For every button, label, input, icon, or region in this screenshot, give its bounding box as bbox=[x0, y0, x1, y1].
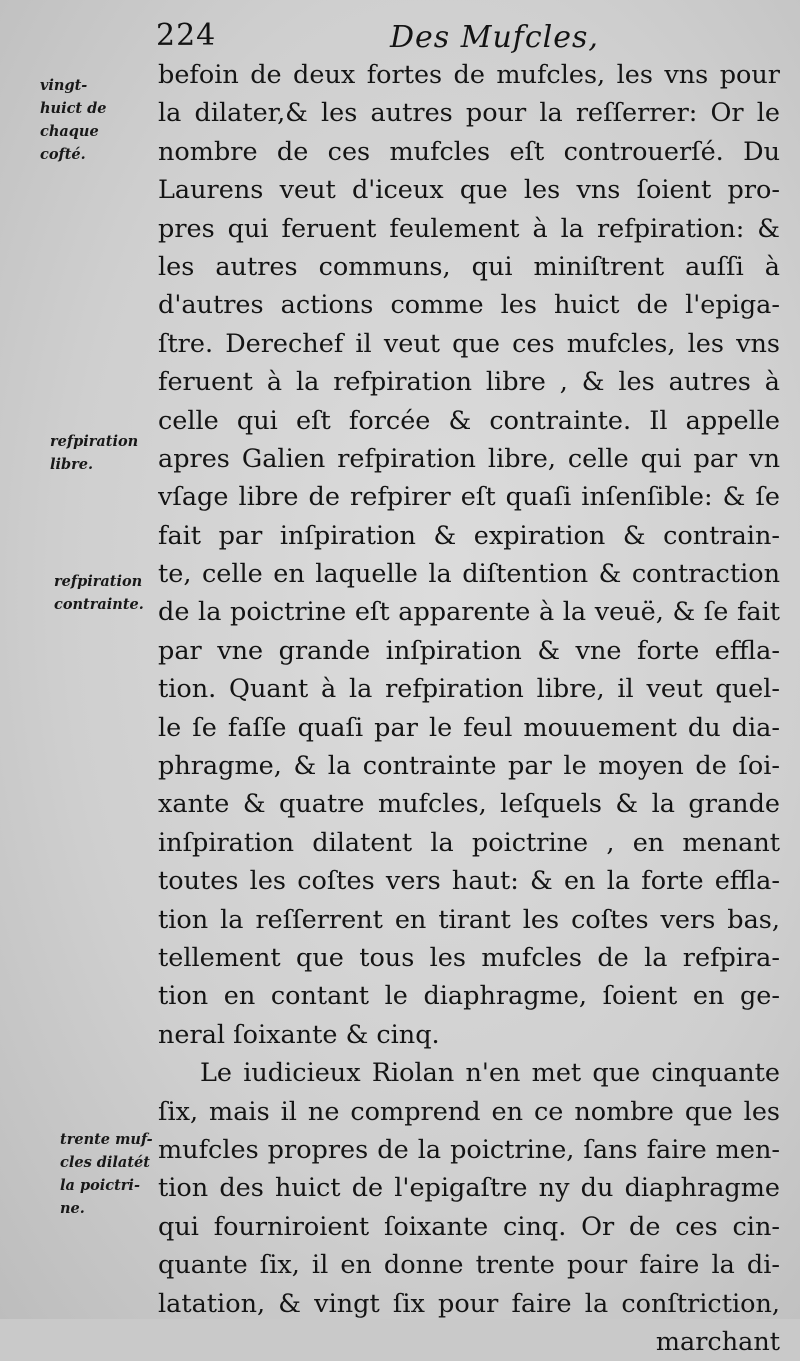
text-line: neral ſoixante & cinq. bbox=[158, 1019, 440, 1050]
text-line: la dilater,& les autres pour la reſſerrer: Or le bbox=[158, 98, 780, 129]
text-line: phragme, & la contrainte par le moyen de ſoi- bbox=[158, 751, 780, 782]
text-line: Laurens veut d'iceux que les vns ſoient pro- bbox=[158, 175, 780, 206]
margin-note-line: chaque bbox=[40, 123, 99, 140]
text-line: vſage libre de refpirer eſt quaſi inſenſible: & ſe bbox=[158, 482, 780, 513]
text-line: latation, & vingt ſix pour faire la conſtriction, bbox=[158, 1288, 780, 1319]
text-line: par vne grande inſpiration & vne forte effla- bbox=[158, 635, 780, 666]
text-line: befoin de deux fortes de mufcles, les vns pour bbox=[158, 60, 780, 90]
text-line: tellement que tous les mufcles de la refpira- bbox=[158, 942, 780, 973]
margin-note-line: trente muf- bbox=[60, 1131, 153, 1148]
running-head: Des Mufcles, bbox=[390, 20, 599, 55]
text-line: les autres communs, qui miniſtrent auſſi à bbox=[158, 251, 780, 282]
text-line: toutes les coſtes vers haut: & en la forte effla- bbox=[158, 866, 780, 897]
text-line: inſpiration dilatent la poictrine , en menant bbox=[158, 827, 780, 858]
margin-note-line: refpiration bbox=[54, 573, 143, 590]
text-line: tion en contant le diaphragme, ſoient en ge- bbox=[158, 981, 780, 1012]
margin-note-line: vingt- bbox=[40, 77, 88, 94]
text-line: tion. Quant à la refpiration libre, il veut quel- bbox=[158, 674, 780, 705]
margin-note-vingt-huict bbox=[40, 74, 170, 166]
text-line: feruent à la refpiration libre , & les autres à bbox=[158, 367, 780, 398]
text-line: mufcles propres de la poictrine, ſans faire men- bbox=[158, 1134, 780, 1165]
page-number: 224 bbox=[156, 18, 217, 53]
catchword: marchant bbox=[655, 1326, 780, 1357]
text-line: celle qui eſt forcée & contrainte. Il appelle bbox=[158, 405, 780, 436]
text-line: xante & quatre mufcles, leſquels & la grande bbox=[158, 789, 780, 820]
text-line: nombre de ces mufcles eſt controuerſé. Du bbox=[158, 136, 780, 167]
margin-note-line: ne. bbox=[60, 1200, 85, 1217]
text-line: apres Galien refpiration libre, celle qui par vn bbox=[158, 443, 780, 474]
margin-note-line: libre. bbox=[50, 456, 94, 473]
text-line: pres qui feruent feulement à la refpiration: & bbox=[158, 213, 780, 244]
text-line: le ſe faſſe quaſi par le feul mouuement du dia- bbox=[158, 712, 780, 743]
margin-note-line: huict de bbox=[40, 100, 107, 117]
text-line: ſtre. Derechef il veut que ces mufcles, les vns bbox=[158, 328, 780, 359]
text-line: tion des huict de l'epigaſtre ny du diaphragme bbox=[158, 1173, 780, 1204]
margin-note-line: contrainte. bbox=[54, 596, 144, 613]
margin-note-line: refpiration bbox=[50, 433, 139, 450]
body-text bbox=[158, 56, 780, 1361]
text-line: de la poictrine eſt apparente à la veuë, & ſe fait bbox=[158, 597, 780, 628]
text-line: Le iudicieux Riolan n'en met que cinquante bbox=[200, 1058, 780, 1089]
text-line: ſix, mais il ne comprend en ce nombre que les bbox=[158, 1096, 780, 1127]
text-line: quante ſix, il en donne trente pour faire la di- bbox=[158, 1250, 780, 1281]
text-line: tion la reſſerrent en tirant les coſtes vers bas, bbox=[158, 904, 780, 935]
text-line: te, celle en laquelle la diſtention & contraction bbox=[158, 559, 780, 590]
margin-note-line: cofté. bbox=[40, 146, 86, 163]
margin-note-line: la poictri- bbox=[60, 1177, 140, 1194]
text-line: fait par inſpiration & expiration & contrain- bbox=[158, 520, 780, 551]
margin-note-line: cles dilatét bbox=[60, 1154, 150, 1171]
text-line: d'autres actions comme les huict de l'epiga- bbox=[158, 290, 780, 321]
text-line: qui fourniroient ſoixante cinq. Or de ces cin- bbox=[158, 1211, 780, 1242]
